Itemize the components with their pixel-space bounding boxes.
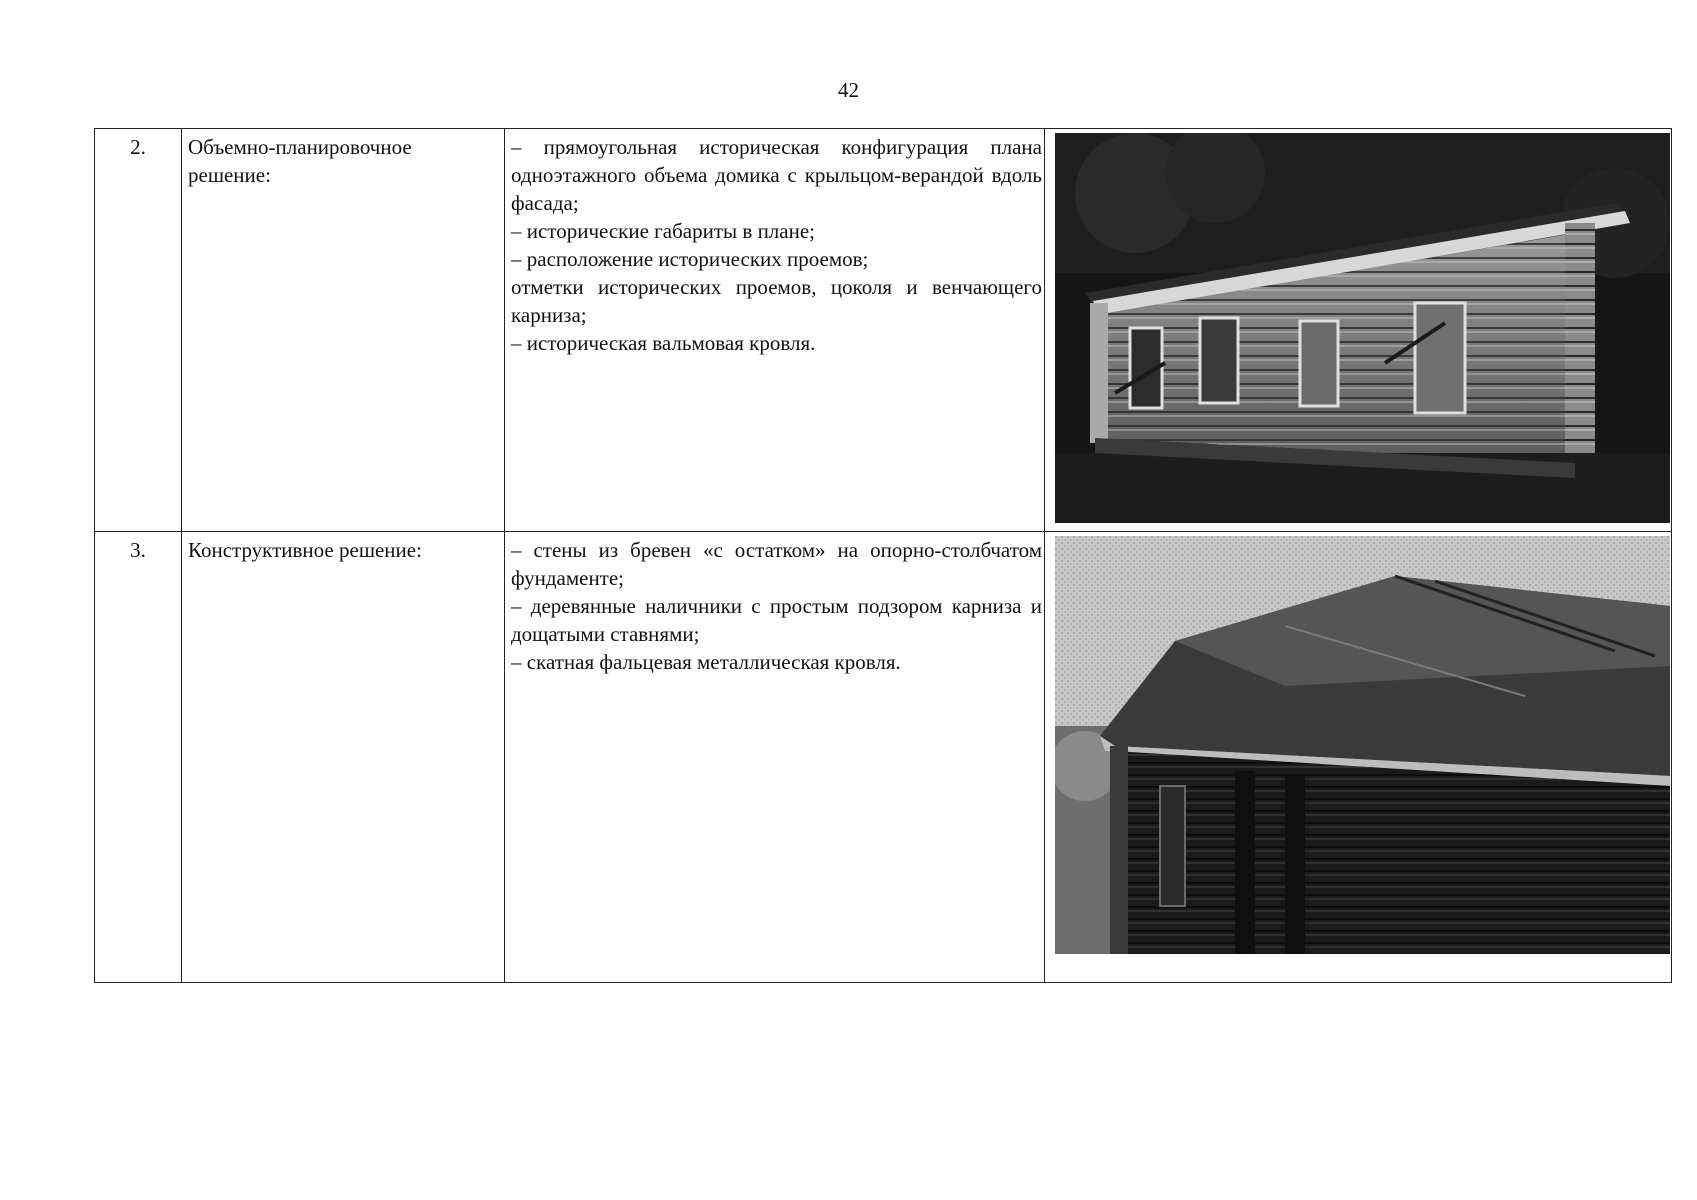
table-row xyxy=(95,129,1672,532)
list-item: – расположение исторических проемов; xyxy=(511,247,869,271)
list-item: отметки исторических проемов, цоколя и венчающего карниза; xyxy=(511,275,1042,327)
row-label: Конструктивное решение: xyxy=(182,532,505,983)
photo-cell xyxy=(1045,532,1672,983)
row-description xyxy=(505,532,1045,983)
page-number: 42 xyxy=(838,78,859,102)
list-item: – деревянные наличники с простым подзором карниза и дощатыми ставнями; xyxy=(511,594,1042,646)
list-item: – стены из бревен «с остатком» на опорно-столбчатом фундаменте; xyxy=(511,538,1042,590)
table-row xyxy=(95,532,1672,983)
log-house-facade-image xyxy=(1055,133,1670,523)
row-label: Объемно-планировочное решение: xyxy=(182,129,505,532)
row-number: 2. xyxy=(95,129,182,532)
list-item: – скатная фальцевая металлическая кровля. xyxy=(511,650,901,674)
log-house-roof-image xyxy=(1055,536,1670,954)
list-item: – прямоугольная историческая конфигурация плана одноэтажного объема домика с крыльцом-верандой вдоль фасада; xyxy=(511,135,1042,215)
list-item: – историческая вальмовая кровля. xyxy=(511,331,816,355)
row-description xyxy=(505,129,1045,532)
log-house-roof-corner-photo xyxy=(1055,536,1670,954)
list-item: – исторические габариты в плане; xyxy=(511,219,815,243)
log-house-facade-photo xyxy=(1055,133,1670,523)
row-number: 3. xyxy=(95,532,182,983)
heritage-features-table xyxy=(94,128,1672,983)
photo-cell xyxy=(1045,129,1672,532)
